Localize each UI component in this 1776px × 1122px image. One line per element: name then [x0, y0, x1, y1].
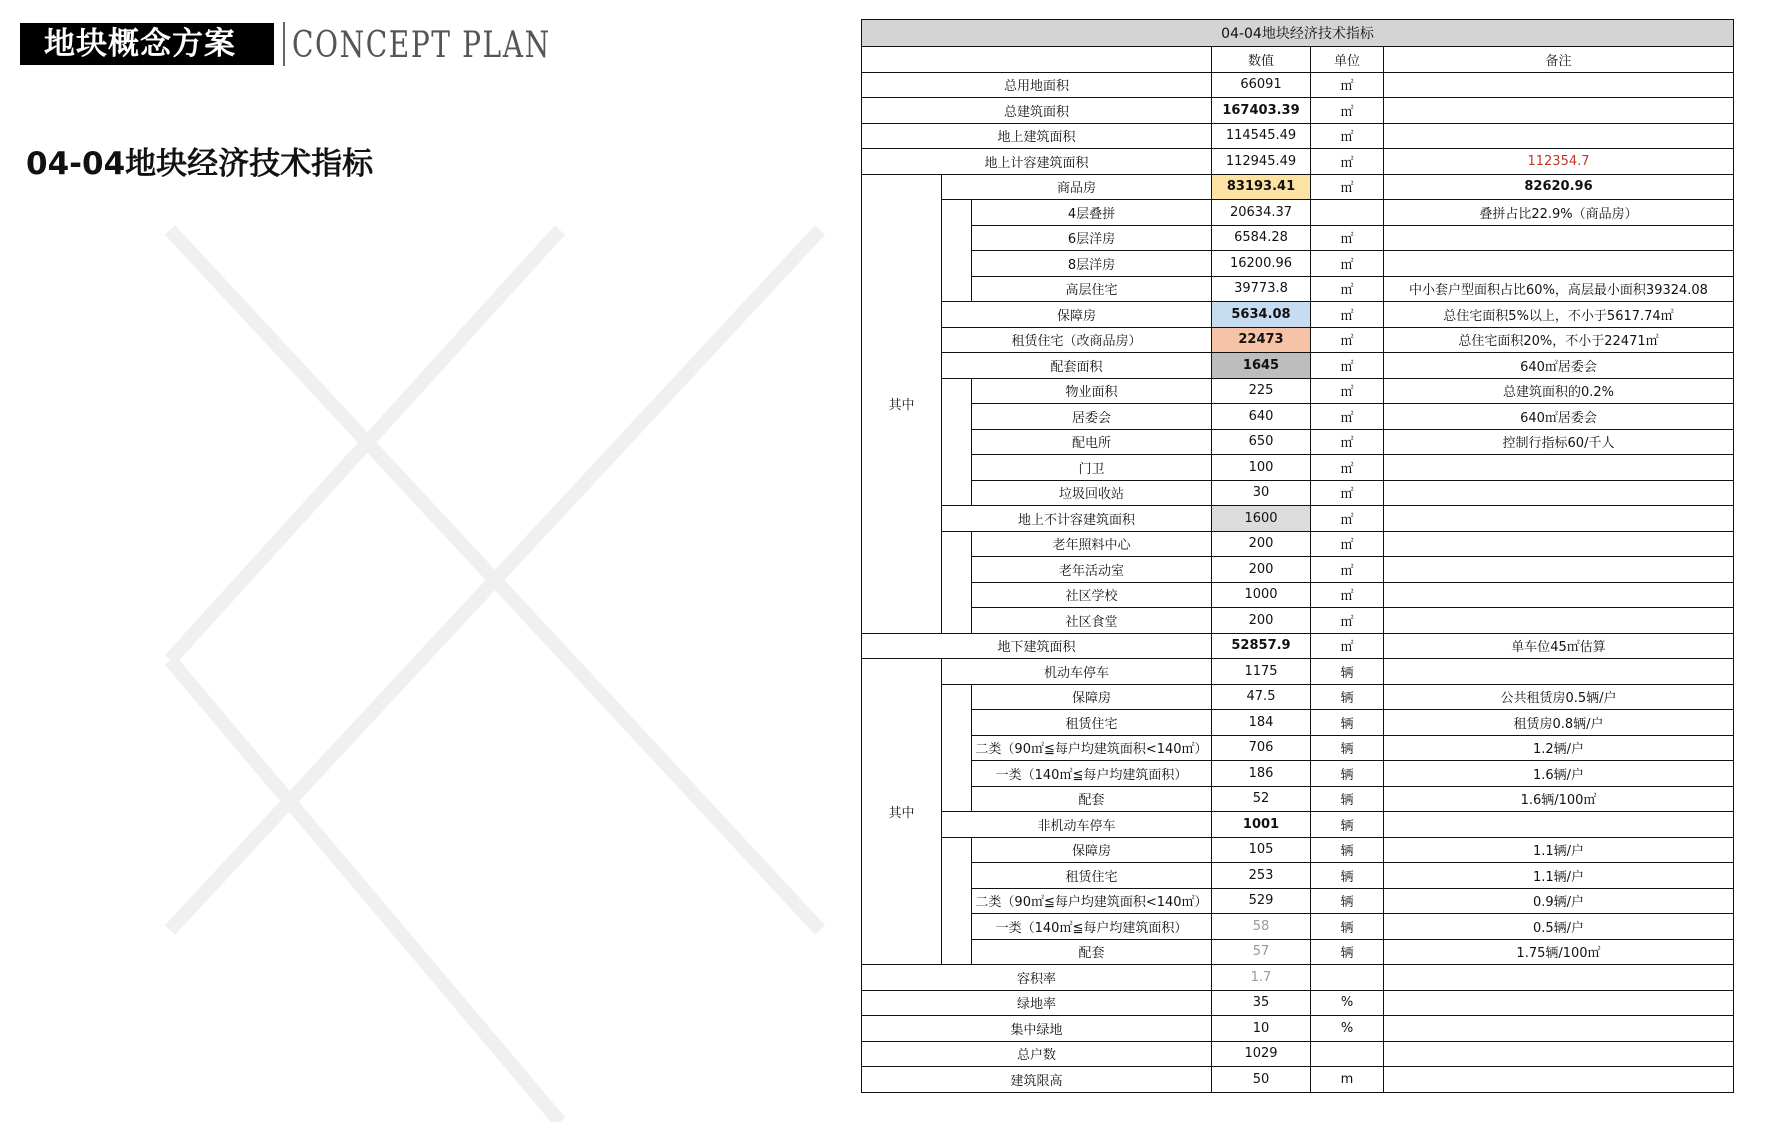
- row-label: 居委会: [972, 404, 1212, 430]
- row-label: 8层洋房: [972, 251, 1212, 277]
- row-unit: ㎡: [1311, 557, 1384, 583]
- row-unit: 辆: [1311, 939, 1384, 965]
- row-note: 1.6辆/户: [1384, 761, 1734, 787]
- column-header-unit: 单位: [1311, 47, 1384, 73]
- row-note: [1384, 557, 1734, 583]
- table-row: [862, 378, 1734, 404]
- row-label: 地上建筑面积: [862, 123, 1212, 149]
- row-note: [1384, 225, 1734, 251]
- row-label: 总用地面积: [862, 72, 1212, 98]
- row-unit: ㎡: [1311, 123, 1384, 149]
- row-unit: ㎡: [1311, 327, 1384, 353]
- table-row: [862, 863, 1734, 889]
- row-value: 225: [1212, 378, 1311, 404]
- row-value: 1001: [1212, 812, 1311, 838]
- row-label: 地上计容建筑面积: [862, 149, 1212, 175]
- row-label: 社区学校: [972, 582, 1212, 608]
- row-note: [1384, 582, 1734, 608]
- row-label: 二类（90㎡≦每户均建筑面积<140㎡）: [972, 888, 1212, 914]
- row-value: 50: [1212, 1067, 1311, 1093]
- row-label: 绿地率: [862, 990, 1212, 1016]
- row-label: 租赁住宅: [972, 863, 1212, 889]
- row-value: 52857.9: [1212, 633, 1311, 659]
- row-value: 58: [1212, 914, 1311, 940]
- row-label: 集中绿地: [862, 1016, 1212, 1042]
- row-note: [1384, 455, 1734, 481]
- row-label: 配套面积: [942, 353, 1212, 379]
- row-unit: ㎡: [1311, 378, 1384, 404]
- row-value: 100: [1212, 455, 1311, 481]
- row-label: 一类（140㎡≦每户均建筑面积）: [972, 914, 1212, 940]
- table-row: [862, 786, 1734, 812]
- row-note: 1.75辆/100㎡: [1384, 939, 1734, 965]
- row-label: 建筑限高: [862, 1067, 1212, 1093]
- row-label: 容积率: [862, 965, 1212, 991]
- row-value: 114545.49: [1212, 123, 1311, 149]
- header-tag-en: CONCEPT PLAN: [292, 25, 551, 66]
- row-note: 1.2辆/户: [1384, 735, 1734, 761]
- row-unit: 辆: [1311, 710, 1384, 736]
- row-label: 6层洋房: [972, 225, 1212, 251]
- table-row: [862, 608, 1734, 634]
- row-label: 地上不计容建筑面积: [942, 506, 1212, 532]
- table-row: [862, 225, 1734, 251]
- table-row: [862, 812, 1734, 838]
- row-note: 0.5辆/户: [1384, 914, 1734, 940]
- table-title-row: [862, 20, 1734, 47]
- row-value: 112945.49: [1212, 149, 1311, 175]
- row-note: 1.6辆/100㎡: [1384, 786, 1734, 812]
- row-unit: ㎡: [1311, 480, 1384, 506]
- row-note: [1384, 990, 1734, 1016]
- subgroup-indent: [942, 378, 972, 506]
- table-row: [862, 302, 1734, 328]
- row-label: 配套: [972, 939, 1212, 965]
- row-label: 高层住宅: [972, 276, 1212, 302]
- table-row: [862, 506, 1734, 532]
- row-unit: ㎡: [1311, 633, 1384, 659]
- row-value: 10: [1212, 1016, 1311, 1042]
- table-row: [862, 965, 1734, 991]
- row-label: 垃圾回收站: [972, 480, 1212, 506]
- row-value: 6584.28: [1212, 225, 1311, 251]
- row-value: 5634.08: [1212, 302, 1311, 328]
- subgroup-indent: [942, 684, 972, 812]
- row-unit: ㎡: [1311, 276, 1384, 302]
- row-note: 叠拼占比22.9%（商品房）: [1384, 200, 1734, 226]
- table-row: [862, 684, 1734, 710]
- header-tag-cn: 地块概念方案: [20, 23, 274, 65]
- row-unit: ㎡: [1311, 149, 1384, 175]
- row-note: 640㎡居委会: [1384, 353, 1734, 379]
- row-value: 167403.39: [1212, 98, 1311, 124]
- table-row: [862, 914, 1734, 940]
- row-value: 200: [1212, 557, 1311, 583]
- row-unit: 辆: [1311, 761, 1384, 787]
- row-unit: %: [1311, 990, 1384, 1016]
- row-unit: ㎡: [1311, 72, 1384, 98]
- row-value: 1029: [1212, 1041, 1311, 1067]
- subgroup-indent: [942, 837, 972, 965]
- row-unit: ㎡: [1311, 98, 1384, 124]
- table-row: [862, 404, 1734, 430]
- row-label: 配电所: [972, 429, 1212, 455]
- row-note: 控制行指标60/千人: [1384, 429, 1734, 455]
- row-value: 47.5: [1212, 684, 1311, 710]
- row-note: [1384, 72, 1734, 98]
- row-note: 租赁房0.8辆/户: [1384, 710, 1734, 736]
- row-value: 1645: [1212, 353, 1311, 379]
- row-note: 总建筑面积的0.2%: [1384, 378, 1734, 404]
- table-row: [862, 353, 1734, 379]
- row-unit: ㎡: [1311, 225, 1384, 251]
- row-label: 老年照料中心: [972, 531, 1212, 557]
- table-title: 04-04地块经济技术指标: [862, 20, 1734, 47]
- row-unit: %: [1311, 1016, 1384, 1042]
- row-value: 200: [1212, 531, 1311, 557]
- table-row: [862, 455, 1734, 481]
- header-divider: [283, 22, 285, 66]
- row-note: 总住宅面积20%，不小于22471㎡: [1384, 327, 1734, 353]
- table-row: [862, 659, 1734, 685]
- row-unit: ㎡: [1311, 608, 1384, 634]
- row-unit: 辆: [1311, 684, 1384, 710]
- section-title: 04-04地块经济技术指标: [26, 146, 374, 182]
- table-row: [862, 633, 1734, 659]
- row-value: 650: [1212, 429, 1311, 455]
- row-unit: ㎡: [1311, 429, 1384, 455]
- row-note: [1384, 1041, 1734, 1067]
- row-label: 一类（140㎡≦每户均建筑面积）: [972, 761, 1212, 787]
- table-row: [862, 200, 1734, 226]
- row-note: [1384, 98, 1734, 124]
- row-note: [1384, 1016, 1734, 1042]
- table-row: [862, 276, 1734, 302]
- row-note: [1384, 1067, 1734, 1093]
- row-label: 社区食堂: [972, 608, 1212, 634]
- row-value: 30: [1212, 480, 1311, 506]
- row-unit: ㎡: [1311, 582, 1384, 608]
- row-note: [1384, 531, 1734, 557]
- table-header-row: [862, 47, 1734, 73]
- row-label: 二类（90㎡≦每户均建筑面积<140㎡）: [972, 735, 1212, 761]
- row-unit: ㎡: [1311, 302, 1384, 328]
- row-value: 57: [1212, 939, 1311, 965]
- column-header-note: 备注: [1384, 47, 1734, 73]
- row-value: 20634.37: [1212, 200, 1311, 226]
- row-value: 186: [1212, 761, 1311, 787]
- row-label: 租赁住宅: [972, 710, 1212, 736]
- subgroup-indent: [942, 200, 972, 302]
- row-value: 1000: [1212, 582, 1311, 608]
- subgroup-indent: [942, 531, 972, 633]
- row-label: 机动车停车: [942, 659, 1212, 685]
- row-note: 总住宅面积5%以上，不小于5617.74㎡: [1384, 302, 1734, 328]
- row-label: 总户数: [862, 1041, 1212, 1067]
- row-label: 物业面积: [972, 378, 1212, 404]
- row-note: [1384, 123, 1734, 149]
- row-value: 184: [1212, 710, 1311, 736]
- row-note: 640㎡居委会: [1384, 404, 1734, 430]
- row-value: 253: [1212, 863, 1311, 889]
- row-unit: ㎡: [1311, 353, 1384, 379]
- row-unit: ㎡: [1311, 404, 1384, 430]
- column-header-value: 数值: [1212, 47, 1311, 73]
- table-row: [862, 888, 1734, 914]
- row-value: 640: [1212, 404, 1311, 430]
- row-unit: 辆: [1311, 863, 1384, 889]
- header-name-cell: [862, 47, 1212, 73]
- table-row: [862, 429, 1734, 455]
- row-value: 35: [1212, 990, 1311, 1016]
- table-row: [862, 1041, 1734, 1067]
- row-note: [1384, 812, 1734, 838]
- row-value: 200: [1212, 608, 1311, 634]
- table-row: [862, 123, 1734, 149]
- row-label: 保障房: [972, 837, 1212, 863]
- row-unit: [1311, 200, 1384, 226]
- table-row: [862, 939, 1734, 965]
- table-row: [862, 72, 1734, 98]
- row-value: 52: [1212, 786, 1311, 812]
- row-unit: ㎡: [1311, 455, 1384, 481]
- row-value: 1600: [1212, 506, 1311, 532]
- table-row: [862, 327, 1734, 353]
- row-note: 公共租赁房0.5辆/户: [1384, 684, 1734, 710]
- row-value: 83193.41: [1212, 174, 1311, 200]
- row-label: 总建筑面积: [862, 98, 1212, 124]
- table-row: [862, 990, 1734, 1016]
- row-value: 66091: [1212, 72, 1311, 98]
- row-value: 529: [1212, 888, 1311, 914]
- row-unit: ㎡: [1311, 506, 1384, 532]
- row-label: 保障房: [942, 302, 1212, 328]
- row-note: [1384, 506, 1734, 532]
- row-note: 中小套户型面积占比60%，高层最小面积39324.08: [1384, 276, 1734, 302]
- row-note: [1384, 659, 1734, 685]
- row-value: 39773.8: [1212, 276, 1311, 302]
- row-label: 商品房: [942, 174, 1212, 200]
- table-row: [862, 582, 1734, 608]
- row-label: 老年活动室: [972, 557, 1212, 583]
- row-value: 16200.96: [1212, 251, 1311, 277]
- row-note: [1384, 608, 1734, 634]
- table-row: [862, 761, 1734, 787]
- table-row: [862, 710, 1734, 736]
- table-row: [862, 149, 1734, 175]
- row-unit: 辆: [1311, 786, 1384, 812]
- group-label: 其中: [862, 659, 942, 965]
- row-note: 0.9辆/户: [1384, 888, 1734, 914]
- table-row: [862, 251, 1734, 277]
- row-unit: 辆: [1311, 735, 1384, 761]
- table-row: [862, 557, 1734, 583]
- row-unit: ㎡: [1311, 531, 1384, 557]
- row-unit: [1311, 965, 1384, 991]
- row-unit: m: [1311, 1067, 1384, 1093]
- row-unit: 辆: [1311, 837, 1384, 863]
- row-note: [1384, 480, 1734, 506]
- economic-indicators-table: [861, 19, 1733, 1093]
- table-row: [862, 480, 1734, 506]
- row-unit: ㎡: [1311, 251, 1384, 277]
- row-label: 保障房: [972, 684, 1212, 710]
- row-unit: ㎡: [1311, 174, 1384, 200]
- row-label: 地下建筑面积: [862, 633, 1212, 659]
- table-row: [862, 1016, 1734, 1042]
- row-value: 1.7: [1212, 965, 1311, 991]
- row-unit: 辆: [1311, 888, 1384, 914]
- row-note: 单车位45㎡估算: [1384, 633, 1734, 659]
- row-note: 112354.7: [1384, 149, 1734, 175]
- row-note: [1384, 965, 1734, 991]
- row-label: 门卫: [972, 455, 1212, 481]
- row-note: [1384, 251, 1734, 277]
- table-row: [862, 837, 1734, 863]
- group-label: 其中: [862, 174, 942, 633]
- row-label: 租赁住宅（改商品房）: [942, 327, 1212, 353]
- table-row: [862, 531, 1734, 557]
- row-label: 4层叠拼: [972, 200, 1212, 226]
- table-row: [862, 735, 1734, 761]
- row-note: 1.1辆/户: [1384, 837, 1734, 863]
- row-unit: 辆: [1311, 659, 1384, 685]
- row-unit: 辆: [1311, 914, 1384, 940]
- row-value: 22473: [1212, 327, 1311, 353]
- row-unit: 辆: [1311, 812, 1384, 838]
- row-label: 配套: [972, 786, 1212, 812]
- row-unit: [1311, 1041, 1384, 1067]
- row-label: 非机动车停车: [942, 812, 1212, 838]
- row-value: 1175: [1212, 659, 1311, 685]
- table-row: [862, 1067, 1734, 1093]
- row-value: 706: [1212, 735, 1311, 761]
- row-note: 82620.96: [1384, 174, 1734, 200]
- row-value: 105: [1212, 837, 1311, 863]
- row-note: 1.1辆/户: [1384, 863, 1734, 889]
- table-row: [862, 174, 1734, 200]
- table-row: [862, 98, 1734, 124]
